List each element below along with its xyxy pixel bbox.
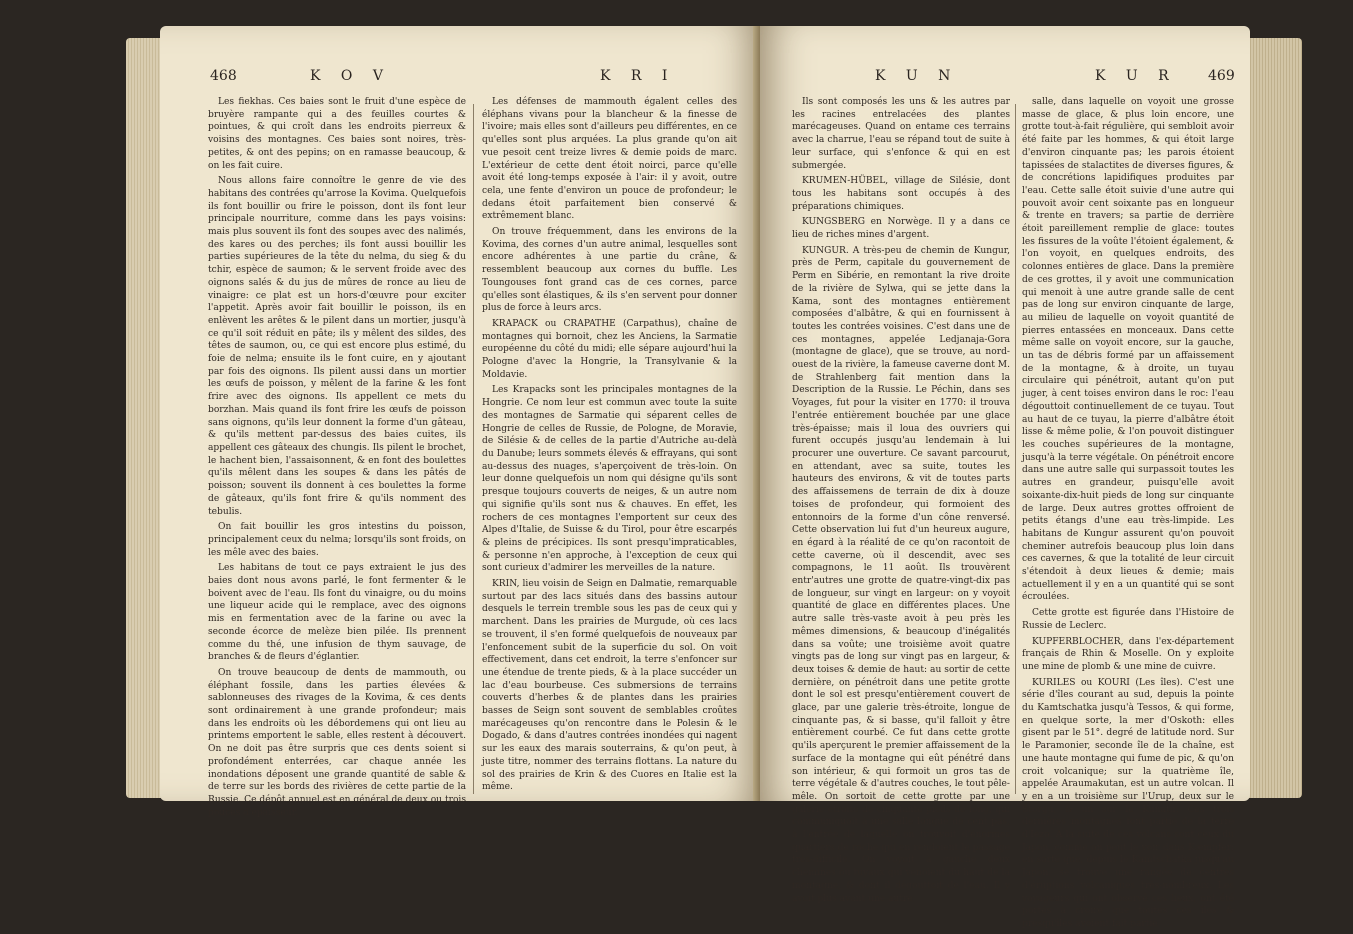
right-page [760,26,1250,929]
paragraph: Nous allons faire connoître le genre de vie des habitans des contrées qu'arrose la Kovima. Quelquefois ils font bouillir ou frire le poisson, dont ils font leur principale nourriture, comme dans les pays voisins: mais plus souvent ils font des soupes avec des nalimés, des kares ou des perches; ils font aussi bouillir les parties supérieures de la tête du nelma, du sieg & du tchir, espèce de saumon; & le servent froide avec des oignons salés & du jus de mûres de ronce au lieu de vinaigre: ce plat est un hors-d'œuvre pour exciter l'appetit. Après avoir fait bouillir le poisson, ils en enlèvent les arêtes & le pilent dans un mortier, jusqu'à ce qu'il soit réduit en pâte; ils y mêlent des sildes, des têtes de saumon, ou, ce qui est encore plus estimé, du foie de nelma; ensuite ils le font cuire, en y ajoutant par fois des oignons. Ils pilent aussi dans un mortier les œufs de poisson, y mêlent de la farine & les font frire avec des oignons. Ils appellent ce mets du borzhan. Mais quand ils font frire les œufs de poisson sans oignons, qu'ils leur donnent la forme d'un gâteau, & qu'ils mettent par-dessus des baies cuites, ils appellent ces gâteaux des chungis. Ils pilent le brochet, le hachent bien, l'assaisonnent, & en font des boulettes qu'ils mêlent dans les soupes & dans les pâtés de poisson; souvent ils donnent à ces boulettes la forme de gâteaux, qu'ils font frire & qu'ils nomment des tebulis. [208,176,466,517]
paragraph: On trouve fréquemment, dans les environs de la Kovima, des cornes d'un autre animal, lesquelles sont encore adhérentes à une partie du crâne, & ressemblent beaucoup aux cornes du buffle. Les Toungouses font grand cas de ces cornes, parce qu'elles sont élastiques, & ils s'en servent pour donner plus de force à leurs arcs. [482,227,737,314]
paragraph: Les Krapacks sont les principales montagnes de la Hongrie. Ce nom leur est commun avec toute la suite des montagnes de Sarmatie qui séparent celles de Hongrie de celles de Russie, de Pologne, de Moravie, de Silésie & de celles de la partie d'Autriche au-delà du Danube; leurs sommets élevés & effrayans, qui sont au-dessus des nuages, s'aperçoivent de très-loin. On leur donne quelquefois un nom qui désigne qu'ils sont presque toujours couverts de neiges, & un autre nom qui signifie qu'ils sont nus & chauves. En effet, les rochers de ces montagnes l'emportent sur ceux des Alpes d'Italie, de Suisse & du Tirol, pour être escarpés & pleins de précipices. Ils sont presqu'impraticables, & personne n'en approche, à l'exception de ceux qui sont curieux d'admirer les merveilles de la nature. [482,385,737,574]
running-head-left-b: K R I [600,68,676,84]
column-rule [1015,104,1016,794]
paragraph: KRUMEN-HÜBEL, village de Silésie, dont tous les habitans sont occupés à des préparations chimiques. [792,176,1010,212]
paragraph: On trouve beaucoup de dents de mammouth, ou éléphant fossile, dans les parties élevées & sablonneuses des rivages de la Kovima, & ces dents sont ordinairement à une grande profondeur; mais dans les endroits où les débordemens qui ont lieu au printems emportent le sable, elles restent à découvert. On ne doit pas être surpris que ces dents soient si profondément enterrées, car chaque année les inondations déposent une grande quantité de sable & de terre sur les bords des rivières de cette partie de la Russie. Ce dépôt annuel est en général de deux ou trois pouces d'épaisseur. [208,667,466,818]
paragraph: KRAPACK ou CRAPATHE (Carpathus), chaîne de montagnes qui bornoit, chez les Anciens, la Sarmatie européenne du côté du midi; elle sépare aujourd'hui la Pologne d'avec la Hongrie, la Transylvanie & la Moldavie. [482,318,737,380]
paragraph: Cette grotte est figurée dans l'Histoire de Russie de Leclerc. [1022,608,1234,631]
paragraph: KUNGSBERG en Norwège. Il y a dans ce lieu de riches mines d'argent. [792,217,1010,241]
running-head-right-b: K U R [1095,68,1177,84]
right-page-column-2 [1022,96,1234,934]
paragraph: KURILES ou KOURI (Les îles). C'est une série d'îles courant au sud, depuis la pointe du Kamtschatka jusqu'à Tessos, & qui forme, en quelque sorte, la mer d'Oskoth: elles gisent par le 51°. degré de latitude nord. Sur le Paramonier, seconde île de la chaîne, est une haute montagne qui fume de pic, & qu'on croit volcanique; sur la quatrième île, appelée Araumakutan, est un autre volcan. Il y en a un troisième sur l'Urup, deux sur le Storgu, & un sur le Kunatir. Ces trois dernières montagnes font partie de la terre d'Iezo. A la suite de ces volcans sont ceux du Japon, comme on peut le voir dans Kæmpfer; en sorte que, depuis le Kamtschatka jusqu'au Japon, se trouve une rangée de centres d'éruptions volcaniques très-nombreux. Les voyageurs qui ont observé ces lieux, ont été portés à croire que toutes ces îles & presqu'îles avoient fait partie [1022,677,1234,929]
running-head-left-a: K O V [310,68,391,84]
paragraph: KUPFERBLOCHER, dans l'ex-département français de Rhin & Moselle. On y exploite une mine de plomb & une mine de cuivre. [1022,636,1234,672]
paragraph: On fait bouillir les gros intestins du poisson, principalement ceux du nelma; lorsqu'ils sont froids, on les mêle avec des baies. [208,522,466,558]
left-page-column-1 [208,96,466,822]
right-page-column-1 [792,96,1010,908]
paragraph: Les fiekhas. Ces baies sont le fruit d'une espèce de bruyère rampante qui a des feuilles courtes & pointues, & qui croît dans les endroits pierreux & voisins des montagnes. Ces baies sont noires, très-petites, & ont des pepins; on en ramasse beaucoup, & on les fait cuire. [208,97,466,171]
page-stack-right [1242,38,1302,798]
open-book [70,18,1320,929]
left-page-column-2 [482,96,737,797]
page-number-left: 468 [210,68,237,84]
column-rule [473,104,474,794]
paragraph: KRIN, lieu voisin de Seign en Dalmatie, remarquable surtout par des lacs situés dans des bassins autour desquels le terrein tremble sous les pas de ceux qui y marchent. Dans les prairies de Murgude, où ces lacs se trouvent, il s'en formé quelquefois de nouveaux par l'enfoncement subit de la superficie du sol. On voit effectivement, dans cet endroit, la terre s'enfoncer sur une étendue de trente pieds, & à la place succéder un lac d'eau bourbeuse. Ces submersions de terrains couverts d'herbes & de plantes dans les prairies basses de Seign sont souvent de semblables croûtes marécageuses qu'on rencontre dans le Polesin & le Dogado, & dans d'autres contrées inondées qui nagent sur les eaux des marais souterrains, & qu'on peut, à juste titre, nommer des terrains flottans. La nature du sol des prairies de Krin & des Cuores en Italie est la même. [482,579,737,793]
running-head-right-a: K U N [875,68,959,84]
left-page [160,26,760,818]
page-number-right: 469 [1208,68,1235,84]
paragraph: Les habitans de tout ce pays extraient le jus des baies dont nous avons parlé, le font fermenter & le boivent avec de l'eau. Ils font du vinaigre, ou du moins une liqueur acide qui le remplace, avec des oignons mis en fermentation avec de la farine ou avec la seconde écorce de melèze bien pilée. Ils prennent comme du thé, une infusion de thym sauvage, de branches & de fleurs d'églantier. [208,563,466,663]
paragraph: salle, dans laquelle on voyoit une grosse masse de glace, & plus loin encore, une grotte tout-à-fait régulière, qui sembloit avoir été faite par les hommes, & qui étoit large d'environ cinquante pas; les parois étoient tapissées de stalactites de diverses figures, & de concrétions lapidifiques produites par l'eau. Cette salle étoit suivie d'une autre qui pouvoit avoir cent soixante pas en longueur & trente en travers; sa partie de derrière étoit pareillement remplie de glace: toutes les fissures de la voûte l'étoient également, & l'on voyoit, en quelques endroits, des colonnes entières de glace. Dans la première de ces grottes, il y avoit une communication qui menoit à une autre grande salle de cent pas de long sur environ cinquante de large, au milieu de laquelle on voyoit quantité de pierres entassées en monceaux. Dans cette même salle on voyoit encore, sur la gauche, un tas de débris formé par un affaissement de la montagne, & à droite, un tuyau circulaire qui pénétroit, autant qu'on put juger, à cent toises environ dans le roc: l'eau dégouttoit continuellement de ce tuyau. Tout au haut de ce tuyau, la pierre d'albâtre étoit lisse & même polie, & l'on pouvoit distinguer les couches supérieures de la montagne, jusqu'à la terre végétale. On pénétroit encore dans une autre salle qui surpassoit toutes les autres en grandeur, puisqu'elle avoit soixante-dix-huit pieds de long sur cinquante de large. Deux autres grottes offroient de petits étangs d'une eau très-limpide. Les habitans de Kungur assurent qu'on pouvoit cheminer autrefois beaucoup plus loin dans ces cavernes, & que la totalité de leur circuit s'étendoit à deux lieues & demie; mais actuellement il y en a un quantité qui se sont écroulées. [1022,97,1234,603]
paragraph: KUNGUR. A très-peu de chemin de Kungur, près de Perm, capitale du gouvernement de Perm en Sibérie, en remontant la rive droite de la rivière de Sylwa, qui se jette dans la Kama, sont des montagnes entièrement composées d'albâtre, & qui en fournissent à toutes les contrées voisines. C'est dans une de ces montagnes, appelée Ledjanaja-Gora (montagne de glace), que se trouve, au nord-ouest de la rivière, la fameuse caverne dont M. de Strahlenberg fait mention dans la Description de la Russie. Le Péchin, dans ses Voyages, fut pour la visiter en 1770: il trouva l'entrée entièrement bouchée par une glace très-épaisse; mais il loua des ouvriers qui furent occupés jusqu'au lendemain à lui procurer une ouverture. Ce savant parcourut, en attendant, avec sa suite, toutes les hauteurs des environs, & vit de toutes parts des affaissemens de terrain de dix à douze toises de profondeur, qui formoient des entonnoirs de la forme d'un cône renversé. Cette observation lui fut d'un heureux augure, en égard à la réalité de ce qu'on racontoit de cette caverne, où il descendit, avec ses compagnons, le 11 août. Ils trouvèrent entr'autres une grotte de quatre-vingt-dix pas de longueur, sur vingt en largeur: on y voyoit quantité de glace en différentes places. Une autre salle très-vaste avoit à peu près les mêmes dimensions, & beaucoup d'inégalités dans sa voûte; une troisième avoit quatre vingts pas de long sur vingt pas en largeur, & deux toises & demie de haut: au sortir de cette dernière, on pénétroit dans une petite grotte dont le sol est presqu'entièrement couvert de glace, par une galerie très-étroite, longue de cinquante pas, & si basse, qu'il falloit y être entièrement courbé. Ce fut dans cette grotte qu'ils aperçurent le premier affaissement de la surface de la montagne qui eût pénétré dans son intérieur, & qui formoit un gros tas de terre végétale & d'autres couches, le tout pêle-mêle. On sortoit de cette grotte par une galerie étroite de cinquante pieds de long, qui communiquoit à une salle longue de cent pas, à l'entrée de laquelle on trouvoit d'énormes quartiers de roche qui en rendoient le passage très-difficile. On voyoit à gauche deux chemines ou tuyaux qui venoient du haut de la montagne, & dont il dégouttoit de l'eau. Il y avoit plus avant une autre [792,245,1010,904]
paragraph: Ils sont composés les uns & les autres par les racines entrelacées des plantes marécageuses. Quand on entame ces terrains avec la charrue, l'eau se répand tout de suite à leur surface, qui s'enfonce & qui en est submergée. [792,97,1010,171]
paragraph: Les défenses de mammouth égalent celles des éléphans vivans pour la blancheur & la finesse de l'ivoire; mais elles sont d'ailleurs peu différentes, en ce qu'elles sont plus arquées. La plus grande qu'on ait vue pesoit cent treize livres & demie poids de marc. L'extérieur de cette dent étoit noirci, parce qu'elle avoit été long-temps exposée à l'air: il y avoit, outre cela, une fente d'environ un pouce de profondeur; le dedans étoit parfaitement bien conservé & extrêmement blanc. [482,97,737,222]
